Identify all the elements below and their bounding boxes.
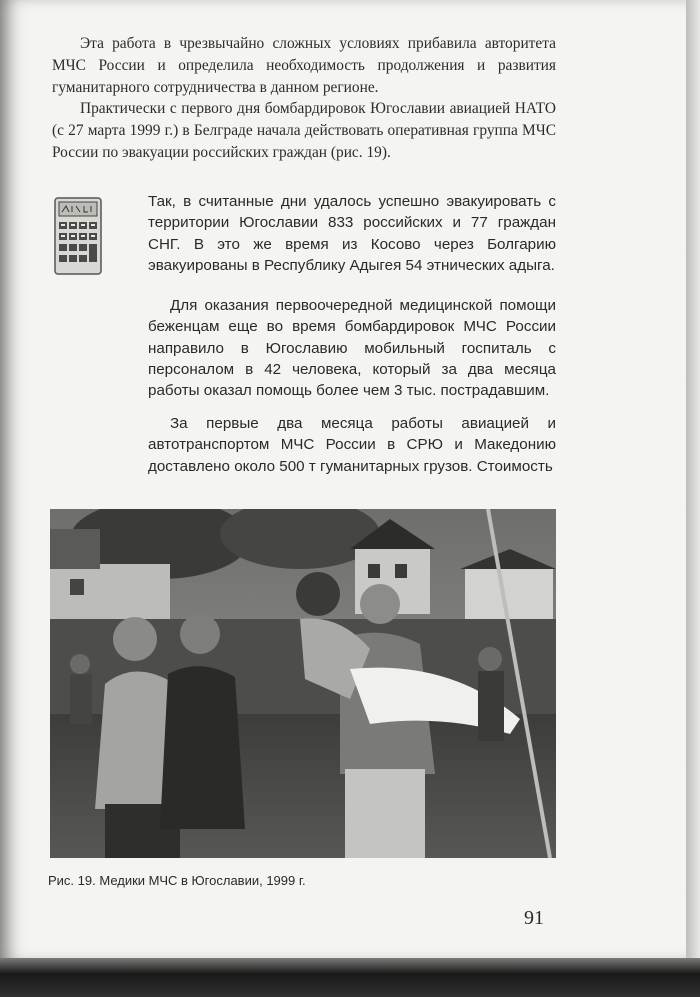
calculator-icon bbox=[54, 197, 102, 275]
figure-photo bbox=[50, 509, 556, 858]
scan-shadow bbox=[0, 958, 700, 997]
page-number: 91 bbox=[524, 907, 544, 929]
paragraph-5: За первые два месяца работы авиацией и автотранспортом МЧС России в СРЮ и Македонию доставлено около 500 т гуманитарных грузов. Стоимость bbox=[148, 415, 556, 475]
figure-caption: Рис. 19. Медики МЧС в Югославии, 1999 г. bbox=[48, 873, 306, 888]
paragraph-3: Так, в считанные дни удалось успешно эвакуировать с территории Югославии 833 российских и 77 граждан СНГ. В это же время из Косово через Болгарию эвакуированы в Республику Адыгея 54 этнических адыга. bbox=[148, 193, 556, 274]
paragraph-4: Для оказания первоочередной медицинской помощи беженцам еще во время бомбардировок МЧС России направило в Югославию мобильный госпиталь с персоналом в 42 человека, который за два месяца работы оказал помощь более чем 3 тыс. пострадавшим. bbox=[148, 297, 556, 400]
paragraph-2: Практически с первого дня бомбардировок Югославии авиацией НАТО (с 27 марта 1999 г.) в Белграде начала действовать оперативная группа МЧС России по эвакуации российских граждан (рис. 19). bbox=[52, 100, 556, 161]
photo-illustration bbox=[50, 509, 556, 858]
page-edge bbox=[686, 0, 700, 962]
paragraph-1: Эта работа в чрезвычайно сложных условиях прибавила авторитета МЧС России и определила необходимость продолжения и развития гуманитарного сотрудничества в данном регионе. bbox=[52, 35, 556, 96]
